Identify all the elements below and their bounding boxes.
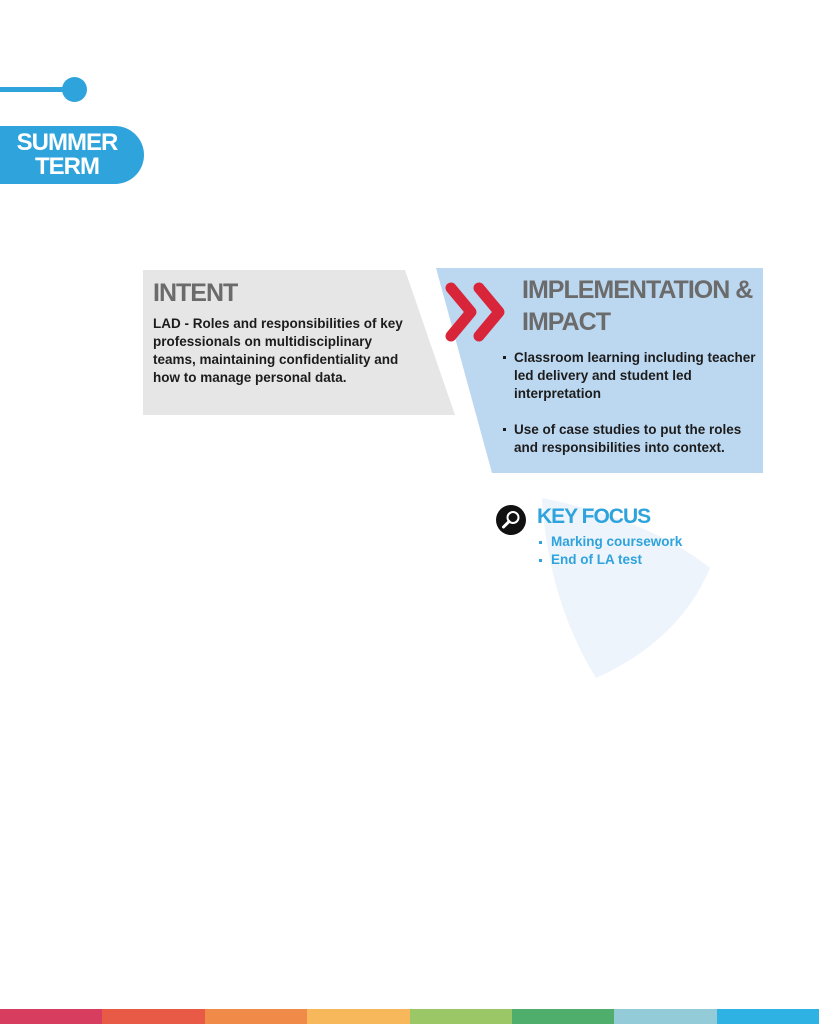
double-chevron-right-icon (445, 280, 515, 344)
footer-stripe (307, 1009, 409, 1024)
implementation-title: IMPLEMENTATION & IMPACT (522, 276, 753, 336)
footer-stripe (205, 1009, 307, 1024)
key-focus-item: End of LA test (538, 551, 682, 569)
implementation-item: Use of case studies to put the roles and responsibilities into context. (501, 421, 756, 457)
footer-stripe (717, 1009, 819, 1024)
intent-title: INTENT (153, 279, 238, 307)
footer-stripe (102, 1009, 204, 1024)
footer-stripe (614, 1009, 716, 1024)
intent-body: LAD - Roles and responsibilities of key professionals on multidisciplinary teams, maintaining confidentiality and how to manage personal data. (153, 316, 403, 385)
implementation-item: Classroom learning including teacher led delivery and student led interpretation (501, 349, 756, 403)
key-focus-title: KEY FOCUS (537, 505, 651, 528)
footer-stripe (512, 1009, 614, 1024)
term-badge-line2: TERM (35, 153, 99, 180)
implementation-list (501, 349, 756, 475)
timeline-line (0, 87, 66, 92)
term-badge-line1: SUMMER (16, 129, 118, 156)
magnifier-icon (496, 505, 526, 535)
footer-stripe (0, 1009, 102, 1024)
key-focus-list (538, 533, 682, 569)
term-badge (0, 126, 144, 184)
footer-stripe (410, 1009, 512, 1024)
timeline-dot-icon (62, 77, 87, 102)
footer-color-bar (0, 1009, 819, 1024)
key-focus-item: Marking coursework (538, 533, 682, 551)
